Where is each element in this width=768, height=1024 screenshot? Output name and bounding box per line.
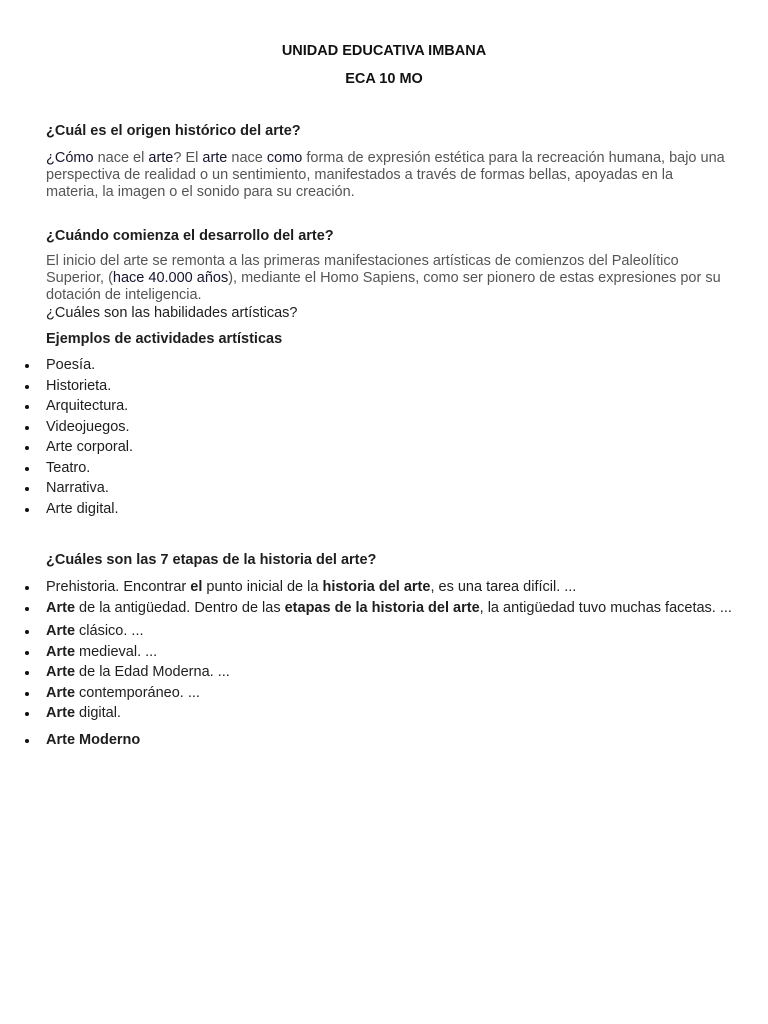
text-bold: historia del arte [322, 579, 431, 595]
text-bold: Arte [46, 599, 76, 616]
text-fragment: ), mediante el Homo Sapiens, como ser pionero de estas expresiones por su dotación de inteligencia. [46, 270, 721, 304]
question-origin: ¿Cuál es el origen histórico del arte? [46, 123, 301, 139]
text-fragment: de la antigüedad. Dentro de las [75, 599, 285, 616]
paragraph-origin [46, 150, 726, 202]
text-como: ¿Cómo [46, 150, 94, 166]
list-item [46, 623, 736, 644]
text-fragment: , la antigüedad tuvo muchas facetas. ... [479, 599, 732, 616]
text-bold: el [190, 579, 203, 595]
list-item [46, 664, 736, 685]
list-item: Narrativa. [46, 480, 736, 501]
question-skills: ¿Cuáles son las habilidades artísticas? [46, 304, 298, 321]
text-fragment: Prehistoria. Encontrar [46, 579, 191, 595]
text-arte: arte [202, 150, 228, 166]
text-bold: Arte [46, 643, 76, 660]
text-como: como [266, 150, 303, 166]
text-fragment: forma de expresión estética para la recreación humana, bajo una perspectiva de realidad o un sentimiento, manifestados a través de formas bellas, apoyadas en la materia, la imagen o el sonido para su creación. [46, 150, 725, 201]
list-item: Historieta. [46, 378, 736, 399]
list-item [46, 579, 736, 600]
list-item: Arquitectura. [46, 398, 736, 419]
text-fragment: nace el [93, 150, 149, 166]
text-fragment: ? El [173, 150, 203, 166]
text-bold: Arte Moderno [46, 731, 141, 748]
course-title: ECA 10 MO [345, 71, 423, 87]
text-fragment: contemporáneo. ... [75, 684, 200, 701]
text-fragment: nace [227, 150, 267, 166]
paragraph-development [46, 253, 726, 322]
list-item [46, 600, 736, 621]
text-fragment: clásico. ... [75, 623, 144, 639]
text-bold: Arte [46, 684, 76, 701]
text-arte: arte [148, 150, 174, 166]
list-item [46, 644, 736, 665]
examples-heading: Ejemplos de actividades artísticas [46, 331, 283, 347]
text-hace: hace 40.000 años [112, 270, 229, 287]
text-fragment: digital. [75, 705, 121, 721]
text-fragment: El inicio del arte se remonta a las primeras manifestaciones artísticas de comienzos del Paleolítico Superior, ( [46, 253, 679, 287]
text-bold: Arte [46, 623, 76, 639]
examples-list [46, 357, 736, 521]
text-fragment: punto inicial de la [202, 579, 323, 595]
text-bold: Arte [46, 664, 76, 680]
text-bold: etapas de la historia del arte [284, 599, 480, 616]
list-item [46, 732, 736, 753]
text-fragment: , es una tarea difícil. ... [430, 579, 577, 595]
text-fragment: medieval. ... [75, 643, 158, 660]
list-item: Teatro. [46, 460, 736, 481]
stages-heading: ¿Cuáles son las 7 etapas de la historia del arte? [46, 552, 377, 568]
school-title: UNIDAD EDUCATIVA IMBANA [281, 43, 487, 59]
list-item: Arte corporal. [46, 439, 736, 460]
list-item [46, 705, 736, 726]
text-bold: Arte [46, 705, 76, 721]
stages-list [46, 579, 736, 752]
list-item: Videojuegos. [46, 419, 736, 440]
question-development: ¿Cuándo comienza el desarrollo del arte? [46, 228, 334, 244]
list-item [46, 685, 736, 706]
text-fragment: de la Edad Moderna. ... [75, 664, 230, 680]
list-item: Poesía. [46, 357, 736, 378]
list-item: Arte digital. [46, 501, 736, 522]
